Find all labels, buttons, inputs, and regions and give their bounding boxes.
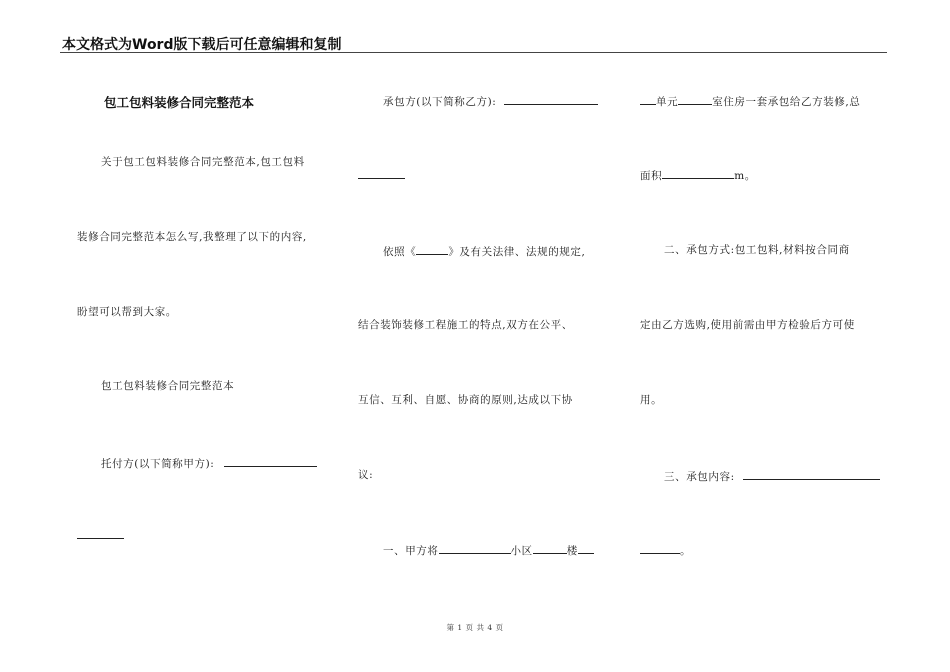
party-a-blank	[224, 455, 317, 467]
blank-underline	[640, 542, 680, 554]
area-unit: m。	[734, 170, 756, 182]
party-a-label: 托付方(以下简称甲方):	[101, 458, 215, 470]
item2-line-1: 二、承包方式:包工包料,材料按合同商	[664, 244, 850, 256]
item3-label: 三、承包内容:	[664, 471, 735, 483]
basis-suffix: 》及有关法律、法规的规定,	[448, 246, 586, 258]
intro-line-3: 盼望可以帮到大家。	[77, 306, 177, 318]
area-line	[640, 167, 756, 183]
basis-line-1	[383, 243, 585, 259]
blank-underline	[77, 527, 124, 539]
party-b-line	[383, 93, 598, 109]
item3-line	[664, 468, 880, 484]
basis-line-2: 结合装饰装修工程施工的特点,双方在公平、	[358, 319, 573, 331]
section-subtitle: 包工包料装修合同完整范本	[101, 380, 235, 392]
building-blank	[533, 542, 567, 554]
blank-underline	[358, 167, 405, 179]
room-blank	[678, 93, 712, 105]
basis-prefix: 依照《	[383, 246, 417, 258]
intro-line-1: 关于包工包料装修合同完整范本,包工包料	[101, 156, 305, 168]
item1-community-label: 小区	[510, 545, 533, 557]
header-rule	[60, 52, 887, 53]
unit-blank-start	[578, 542, 594, 554]
law-name-blank	[416, 243, 448, 255]
unit-blank-end	[640, 93, 656, 105]
community-blank	[439, 542, 511, 554]
party-b-blank	[504, 93, 598, 105]
item1-prefix: 一、甲方将	[383, 545, 439, 557]
area-blank	[662, 167, 734, 179]
basis-line-4: 议:	[358, 469, 374, 481]
document-title: 包工包料装修合同完整范本	[104, 95, 255, 110]
item3-end: 。	[680, 545, 692, 557]
unit-suffix: 室住房一套承包给乙方装修,总	[712, 96, 861, 108]
unit-label: 单元	[656, 96, 679, 108]
item1-building-label: 楼	[566, 545, 578, 557]
item1-line	[383, 542, 594, 558]
page-footer: 第 1 页 共 4 页	[446, 623, 504, 632]
party-b-label: 承包方(以下简称乙方):	[383, 96, 497, 108]
intro-line-2: 装修合同完整范本怎么写,我整理了以下的内容,	[77, 231, 307, 243]
item3-blank	[743, 468, 880, 480]
party-b-blank-cont	[358, 167, 405, 183]
document-header: 本文格式为Word版下载后可任意编辑和复制	[62, 37, 342, 53]
basis-line-3: 互信、互利、自愿、协商的原则,达成以下协	[358, 394, 573, 406]
item3-blank-cont	[640, 542, 691, 558]
item2-line-2: 定由乙方选购,使用前需由甲方检验后方可使	[640, 319, 855, 331]
area-label: 面积	[640, 170, 663, 182]
unit-line	[640, 93, 860, 109]
party-a-line	[101, 455, 317, 471]
party-a-blank-cont	[77, 527, 124, 543]
item2-line-3: 用。	[640, 394, 663, 406]
